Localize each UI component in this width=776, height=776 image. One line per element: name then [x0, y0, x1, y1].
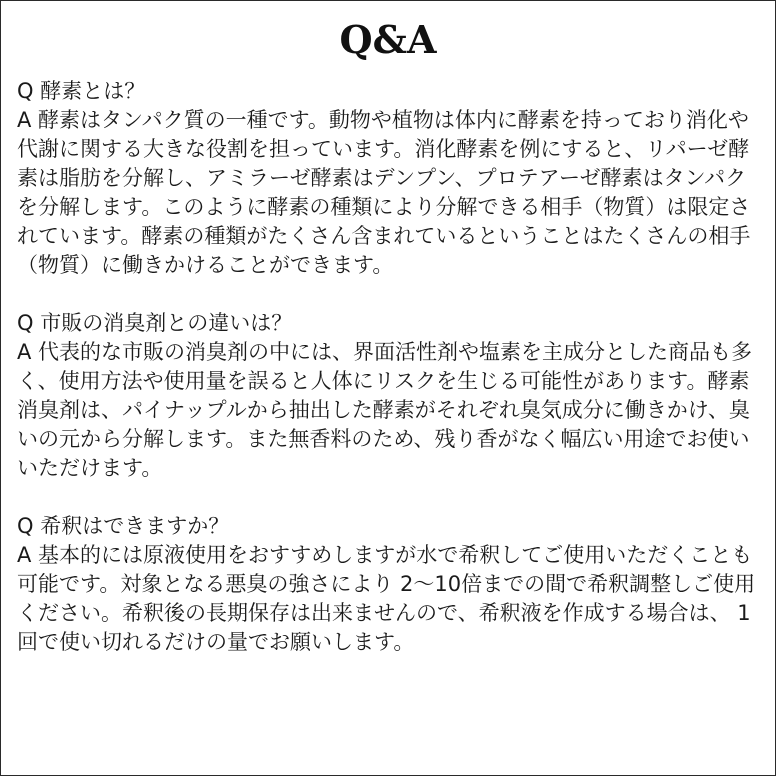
question-text: Q 酵素とは？ — [17, 79, 146, 103]
qa-item-dilution — [17, 512, 761, 657]
qa-item-comparison — [17, 309, 761, 483]
page-title: Q&A — [339, 17, 437, 62]
answer-text: A 基本的には原液使用をおすすめしますが水で希釈してご使用いただくことも可能です。対象となる悪臭の強さにより 2〜10倍までの間で希釈調整しご使用ください。希釈後の長期保存は出来ませんので、希釈液を作成する場合は、 1回で使い切れるだけの量でお願いします。 — [17, 543, 756, 654]
answer-text: A 酵素はタンパク質の一種です。動物や植物は体内に酵素を持っており消化や代謝に関する大きな役割を担っています。消化酵素を例にすると、リパーゼ酵素は脂肪を分解し、アミラーゼ酵素はデンプン、プロテアーゼ酵素はタンパクを分解します。このように酵素の種類により分解できる相手（物質）は限定されています。酵素の種類がたくさん含まれているということはたくさんの相手（物質）に働きかけることができます。 — [17, 108, 751, 277]
qa-item-enzyme — [17, 77, 761, 280]
answer-text: A 代表的な市販の消臭剤の中には、界面活性剤や塩素を主成分とした商品も多く、使用方法や使用量を誤ると人体にリスクを生じる可能性があります。酵素消臭剤は、パイナップルから抽出した酵素がそれぞれ臭気成分に働きかけ、臭いの元から分解します。また無香料のため、残り香がなく幅広い用途でお使いいただけます。 — [17, 340, 753, 480]
qa-list — [17, 77, 761, 657]
question-text: Q 希釈はできますか？ — [17, 514, 230, 538]
question-text: Q 市販の消臭剤との違いは？ — [17, 311, 293, 335]
